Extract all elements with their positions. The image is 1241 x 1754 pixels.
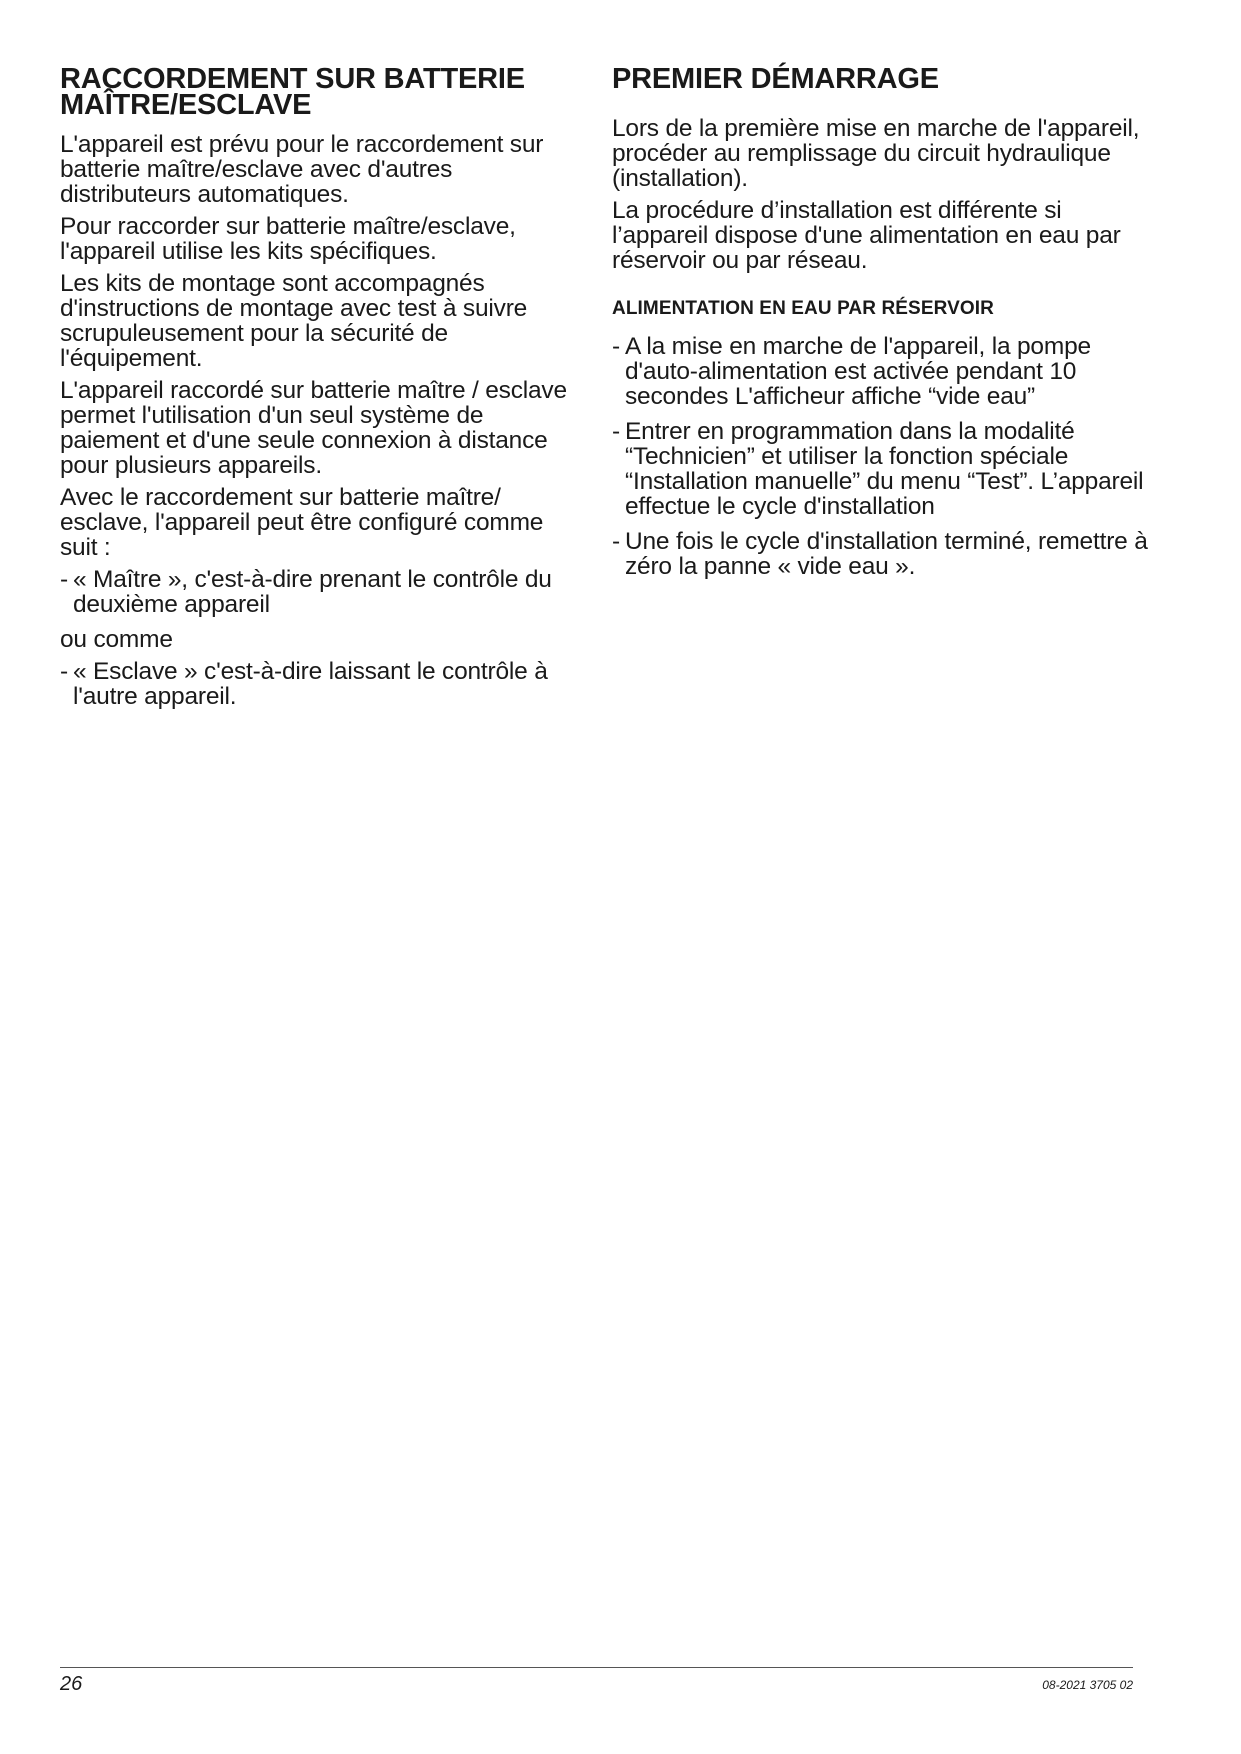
paragraph: L'appareil raccordé sur batterie maître / esclave permet l'utilisation d'un seul système de paiement et d'une seule connexion à distance pour plusieurs appareils. (60, 377, 567, 479)
footer-divider (60, 1667, 1133, 1668)
paragraph: L'appareil est prévu pour le raccordement sur batterie maître/esclave avec d'autres distributeurs automatiques. (60, 131, 544, 208)
list-item-text: Entrer en programmation dans la modalité “Technicien” et utiliser la fonction spéciale “Installation manuelle” du menu “Test”. L’appareil effectue le cycle d'installation (625, 418, 1144, 520)
slave-option-list (60, 659, 586, 709)
paragraph: Lors de la première mise en marche de l'appareil, procéder au remplissage du circuit hydraulique (installation). (612, 115, 1140, 192)
paragraph: Pour raccorder sur batterie maître/esclave, l'appareil utilise les kits spécifiques. (60, 213, 516, 265)
right-column (612, 63, 1148, 589)
list-item-text: « Esclave » c'est-à-dire laissant le contrôle à l'autre appareil. (73, 658, 548, 710)
paragraph: Les kits de montage sont accompagnés d'instructions de montage avec test à suivre scrupuleusement pour la sécurité de l'équipement. (60, 270, 528, 372)
list-item (60, 659, 586, 709)
section-title-line-2: MAÎTRE/ESCLAVE (60, 89, 312, 121)
dash-bullet: - (612, 418, 620, 445)
page-number: 26 (60, 1673, 83, 1695)
dash-bullet: - (60, 566, 68, 593)
left-column (60, 63, 586, 719)
list-item (612, 529, 1148, 579)
paragraph: Avec le raccordement sur batterie maître/ esclave, l'appareil peut être configuré comme suit : (60, 484, 544, 561)
dash-bullet: - (60, 658, 68, 685)
intro-paragraphs (612, 116, 1148, 273)
paragraph: La procédure d’installation est différente si l’appareil dispose d'une alimentation en eau par réservoir ou par réseau. (612, 197, 1121, 274)
list-item-text: A la mise en marche de l'appareil, la pompe d'auto-alimentation est activée pendant 10 secondes L'afficheur affiche “vide eau” (625, 333, 1091, 410)
document-code: 08-2021 3705 02 (1042, 1678, 1133, 1692)
dash-bullet: - (612, 528, 620, 555)
list-item-text: « Maître », c'est-à-dire prenant le contrôle du deuxième appareil (73, 566, 552, 618)
section-title-master-slave (60, 63, 586, 121)
list-item (612, 334, 1148, 409)
list-item (60, 567, 586, 617)
master-option-list (60, 567, 586, 617)
list-item (612, 419, 1148, 519)
tank-supply-steps (612, 334, 1148, 579)
dash-bullet: - (612, 333, 620, 360)
section-title-line-1: RACCORDEMENT SUR BATTERIE (60, 63, 525, 95)
list-item-text: Une fois le cycle d'installation terminé, remettre à zéro la panne « vide eau ». (625, 528, 1148, 580)
or-text: ou comme (60, 626, 173, 653)
section-title-first-start: PREMIER DÉMARRAGE (612, 63, 939, 95)
subsection-title-tank-supply: ALIMENTATION EN EAU PAR RÉSERVOIR (612, 298, 994, 319)
